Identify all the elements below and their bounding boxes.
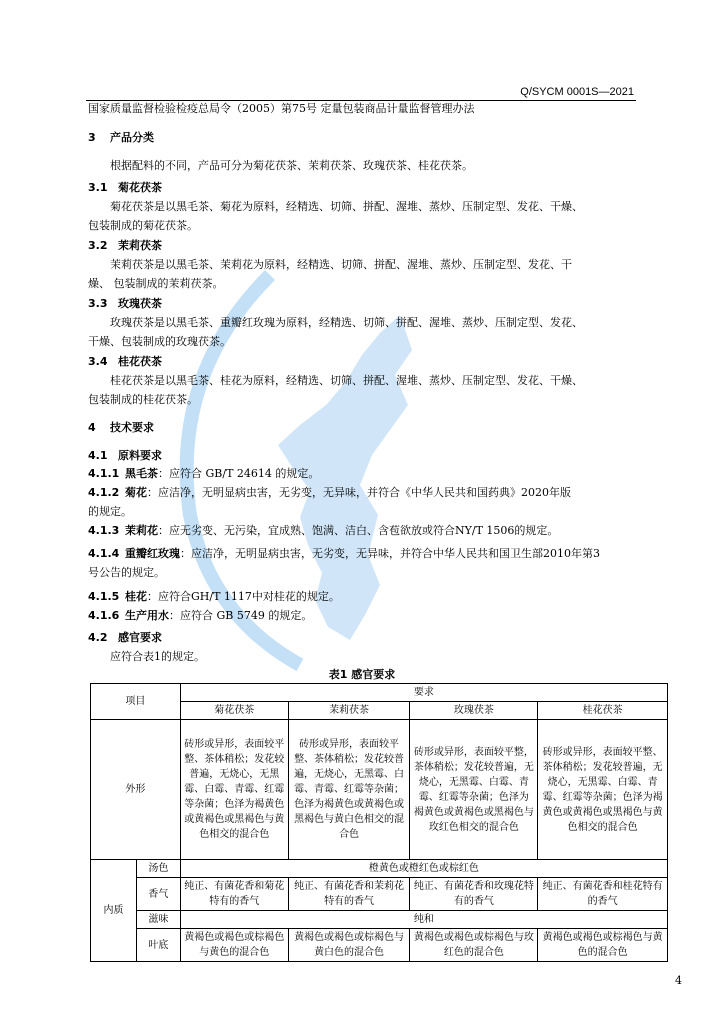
clause-term: 黑毛茶 (125, 467, 158, 480)
section-number: 3 (88, 131, 96, 144)
clause-text: ：应洁净，无明显病虫害，无劣变，无异味，并符合中华人民共和国卫生部2010年第3 (180, 547, 600, 560)
section-3-4-heading (88, 352, 648, 371)
section-3-1-heading (88, 178, 648, 197)
clause-text: ：应符合 GB 5749 的规定。 (169, 609, 313, 622)
section-title: 产品分类 (110, 131, 154, 144)
table-cell: 黄褐色或褐色或棕褐色与黄色的混合色 (538, 929, 668, 962)
clause-text: ：应洁净，无明显病虫害，无劣变，无异味，并符合《中华人民共和国药典》2020年版 (147, 486, 571, 499)
section-number: 3.1 (88, 181, 108, 194)
table-caption: 表1 感官要求 (328, 668, 396, 681)
clause-text: ：应无劣变、无污染，宜成熟、饱满、洁白、含苞欲放或符合NY/T 1506的规定。 (158, 524, 559, 537)
product-name: 菊花茯茶 (180, 702, 288, 720)
section-number: 3.4 (88, 355, 108, 368)
section-title: 玫瑰茯茶 (118, 297, 162, 310)
table-row-liquor (91, 860, 668, 878)
header-item: 项目 (91, 684, 181, 720)
table-cell: 砖形或异形，表面较平整、茶体稍松；发花较普遍，无烧心，无黑霉、白霉、青霉、红霉等杂菌；色泽为褐黄色或黄褐色或黑褐色与黄色相交的混合色 (538, 720, 668, 860)
section-number: 4.2 (88, 631, 108, 644)
section-3-4-line-1: 桂花茯茶是以黑毛茶、桂花为原料，经精选、切筛、拼配、渥堆、蒸炒、压制定型、发花、干燥、 (110, 374, 583, 387)
section-number: 4.1 (88, 449, 108, 462)
section-3-heading (88, 128, 648, 147)
clause-number: 4.1.1 (88, 467, 120, 480)
row-group-label: 内质 (91, 860, 137, 962)
section-3-1-line-2: 包装制成的菊花茯茶。 (88, 219, 198, 232)
table-cell: 纯正、有菌花香和茉莉花特有的香气 (288, 878, 410, 911)
clause-text: ：应符合GH/T 1117中对桂花的规定。 (147, 590, 340, 603)
clause-4-1-1 (88, 464, 648, 483)
section-title: 菊花茯茶 (118, 181, 162, 194)
clause-term: 菊花 (125, 486, 147, 499)
reference-line: 国家质量监督检验检疫总局令（2005）第75号 定量包装商品计量监督管理办法 (88, 102, 475, 115)
table-cell: 纯正、有菌花香和桂花特有的香气 (538, 878, 668, 911)
clause-4-1-2-line-2: 的规定。 (88, 505, 132, 518)
clause-term: 茉莉花 (125, 524, 158, 537)
clause-term: 生产用水 (125, 609, 169, 622)
row-label: 汤色 (136, 860, 180, 878)
clause-4-1-3 (88, 521, 648, 540)
clause-text: ：应符合 GB/T 24614 的规定。 (158, 467, 320, 480)
section-4-2-heading (88, 628, 648, 647)
clause-4-1-4-line-2: 号公告的规定。 (88, 566, 165, 579)
section-3-4-line-2: 包装制成的桂花茯茶。 (88, 393, 198, 406)
table-cell: 纯和 (180, 911, 667, 929)
row-label: 外形 (91, 720, 181, 860)
table-cell: 纯正、有菌花香和菊花特有的香气 (180, 878, 288, 911)
section-3-1-line-1: 菊花茯茶是以黑毛茶、菊花为原料，经精选、切筛、拼配、渥堆、蒸炒、压制定型、发花、干燥、 (110, 200, 583, 213)
section-3-2-line-2: 燥、 包装制成的茉莉茯茶。 (88, 277, 224, 290)
section-3-2-line-1: 茉莉茯茶是以黑毛茶、茉莉花为原料，经精选、切筛、拼配、渥堆、蒸炒、压制定型、发花、干 (110, 258, 572, 271)
product-name: 桂花茯茶 (538, 702, 668, 720)
section-3-intro: 根据配料的不同，产品可分为菊花茯茶、茉莉茯茶、玫瑰茯茶、桂花茯茶。 (110, 159, 473, 172)
section-number: 4 (88, 421, 96, 434)
product-name: 玫瑰茯茶 (410, 702, 538, 720)
section-4-1-heading (88, 446, 648, 465)
clause-4-1-2 (88, 483, 648, 502)
section-title: 原料要求 (118, 449, 162, 462)
section-3-2-heading (88, 236, 648, 255)
section-title: 感官要求 (118, 631, 162, 644)
section-4-2-text: 应符合表1的规定。 (110, 650, 205, 663)
clause-4-1-5 (88, 587, 648, 606)
clause-number: 4.1.6 (88, 609, 120, 622)
section-title: 桂花茯茶 (118, 355, 162, 368)
table-header-row (91, 684, 668, 702)
table-row-appearance (91, 720, 668, 860)
standard-code: Q/SYCM 0001S—2021 (520, 86, 634, 98)
product-name: 茉莉茯茶 (288, 702, 410, 720)
section-3-3-line-2: 干燥、包装制成的玫瑰茯茶。 (88, 335, 231, 348)
table-row-leaf (91, 929, 668, 962)
table-cell: 纯正、有菌花香和玫瑰花特有的香气 (410, 878, 538, 911)
clause-4-1-6 (88, 606, 648, 625)
table-cell: 黄褐色或褐色或棕褐色与黄色的混合色 (180, 929, 288, 962)
table-cell: 黄褐色或褐色或棕褐色与玫红色的混合色 (410, 929, 538, 962)
section-number: 3.3 (88, 297, 108, 310)
row-label: 滋味 (136, 911, 180, 929)
clause-number: 4.1.3 (88, 524, 120, 537)
section-4-heading (88, 418, 648, 437)
section-number: 3.2 (88, 239, 108, 252)
header-requirement: 要求 (180, 684, 667, 702)
clause-4-1-4 (88, 544, 648, 563)
clause-number: 4.1.5 (88, 590, 120, 603)
table-cell: 砖形或异形，表面较平整、茶体稍松；发花较普遍，无烧心，无黑霉、白霉、青霉、红霉等杂菌；色泽为褐黄色或黄褐色或黑褐色与黄色相交的混合色 (180, 720, 288, 860)
section-title: 茉莉茯茶 (118, 239, 162, 252)
clause-number: 4.1.4 (88, 547, 120, 560)
section-3-3-line-1: 玫瑰茯茶是以黑毛茶、重瓣红玫瑰为原料，经精选、切筛、拼配、渥堆、蒸炒、压制定型、发花、 (110, 316, 583, 329)
clause-term: 桂花 (125, 590, 147, 603)
table-row-taste (91, 911, 668, 929)
clause-term: 重瓣红玫瑰 (125, 547, 180, 560)
sensory-requirements-table (90, 683, 668, 962)
row-label: 叶底 (136, 929, 180, 962)
table-cell: 砖形或异形，表面较平整，茶体稍松；发花较普遍，无烧心，无黑霉、白霉、青霉、红霉等杂菌；色泽为 褐黄色或黄褐色或黑褐色与玫红色相交的混合色 (410, 720, 538, 860)
section-title: 技术要求 (110, 421, 154, 434)
section-3-3-heading (88, 294, 648, 313)
row-label: 香气 (136, 878, 180, 911)
table-row-aroma (91, 878, 668, 911)
table-cell: 黄褐色或褐色或棕褐色与黄白色的混合色 (288, 929, 410, 962)
clause-number: 4.1.2 (88, 486, 120, 499)
page-number: 4 (675, 974, 682, 987)
table-cell: 砖形或异形，表面较平整、茶体稍松；发花较普遍，无烧心，无黑霉、白霉、青霉、红霉等杂菌；色泽为褐黄色或黄褐色或黑褐色与黄白色相交的混合色 (288, 720, 410, 860)
table-cell: 橙黄色或橙红色或棕红色 (180, 860, 667, 878)
